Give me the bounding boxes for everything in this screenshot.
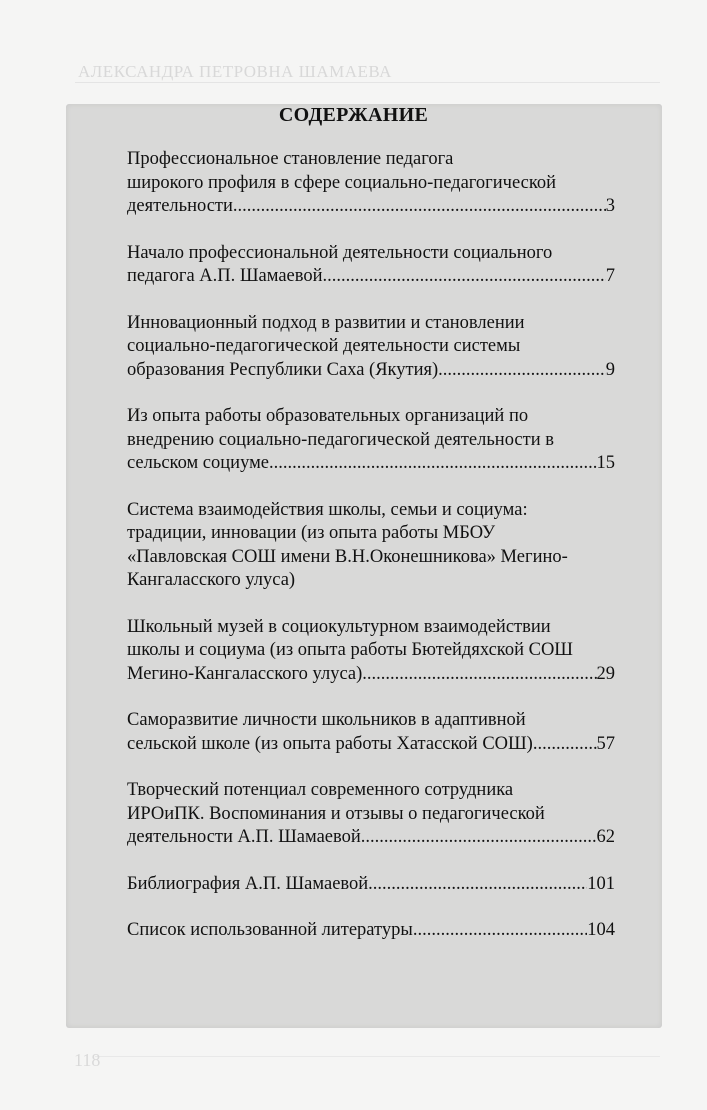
toc-entry-text: педагога А.П. Шамаевой — [127, 266, 323, 286]
toc-entry-text: Список использованной литературы — [127, 920, 413, 940]
toc-entry-text: Начало профессиональной деятельности социального — [127, 242, 553, 263]
dot-leader — [233, 195, 606, 219]
toc-entry-text: Из опыта работы образовательных организаций по — [127, 406, 529, 426]
toc-entry-text: деятельности — [127, 196, 233, 216]
table-of-contents — [127, 148, 615, 943]
toc-entry-text: образования Республики Саха (Якутия) — [127, 359, 439, 380]
dot-leader — [362, 663, 596, 687]
dot-leader — [368, 873, 587, 897]
dot-leader — [361, 826, 597, 850]
dot-leader — [438, 359, 606, 383]
toc-entry-text: Инновационный подход в развитии и становлении — [127, 312, 525, 333]
toc-page-number: 104 — [587, 920, 615, 940]
toc-entry-text: Система взаимодействия школы, семьи и социума: — [127, 499, 528, 520]
toc-entry — [127, 312, 615, 383]
toc-entry-text: «Павловская СОШ имени В.Н.Оконешникова» Мегино- — [127, 546, 568, 567]
toc-page-number: 15 — [596, 453, 615, 473]
bleed-through-page-number: 118 — [74, 1050, 101, 1070]
page-title: СОДЕРЖАНИЕ — [278, 104, 429, 126]
toc-entry-text: Библиография А.П. Шамаевой — [127, 873, 369, 894]
toc-entry-text: внедрению социально-педагогической деятельности в — [127, 429, 554, 450]
toc-entry-text: Саморазвитие личности школьников в адаптивной — [127, 710, 526, 730]
toc-page-number: 7 — [605, 266, 615, 286]
toc-entry — [127, 873, 615, 897]
toc-entry-text: традиции, инновации (из опыта работы МБОУ — [127, 523, 496, 543]
toc-entry — [127, 405, 615, 476]
toc-entry-text: Кангаласского улуса) — [127, 570, 296, 590]
toc-entry-text: деятельности А.П. Шамаевой — [127, 827, 361, 847]
toc-entry-text: Школьный музей в социокультурном взаимодействии — [127, 616, 551, 637]
dot-leader — [323, 265, 606, 289]
toc-entry-text: Мегино-Кангаласского улуса) — [127, 663, 363, 684]
toc-entry-text: ИРОиПК. Воспоминания и отзывы о педагогической — [127, 803, 545, 824]
toc-page-number: 57 — [596, 733, 615, 754]
toc-entry-text: широкого профиля в сфере социально-педагогической — [127, 172, 557, 193]
dot-leader — [269, 452, 597, 476]
bleed-through-rule — [75, 82, 660, 83]
toc-entry — [127, 242, 615, 289]
toc-page-number: 62 — [596, 827, 615, 847]
dot-leader — [413, 919, 587, 943]
toc-entry-text: Творческий потенциал современного сотрудника — [127, 780, 514, 800]
toc-page-number: 101 — [587, 873, 615, 894]
bleed-through-footer-rule — [95, 1056, 660, 1057]
dot-leader — [533, 733, 597, 757]
toc-entry — [127, 779, 615, 850]
toc-entry — [127, 148, 615, 219]
toc-entry — [127, 616, 615, 687]
toc-page-number: 9 — [605, 359, 615, 380]
toc-entry-text: Профессиональное становление педагога — [127, 149, 454, 169]
toc-entry — [127, 919, 615, 943]
toc-entry-text: сельской школе (из опыта работы Хатасской СОШ) — [127, 733, 533, 754]
toc-entry-text: сельском социуме — [127, 453, 269, 473]
toc-page-number: 29 — [596, 663, 615, 684]
toc-entry-text: социально-педагогической деятельности системы — [127, 336, 521, 356]
bleed-through-header: АЛЕКСАНДРА ПЕТРОВНА ШАМАЕВА — [78, 62, 392, 81]
toc-page-number: 3 — [605, 196, 615, 216]
toc-entry-text: школы и социума (из опыта работы Бютейдяхской СОШ — [127, 640, 573, 660]
toc-entry — [127, 709, 615, 756]
toc-entry — [127, 499, 615, 593]
